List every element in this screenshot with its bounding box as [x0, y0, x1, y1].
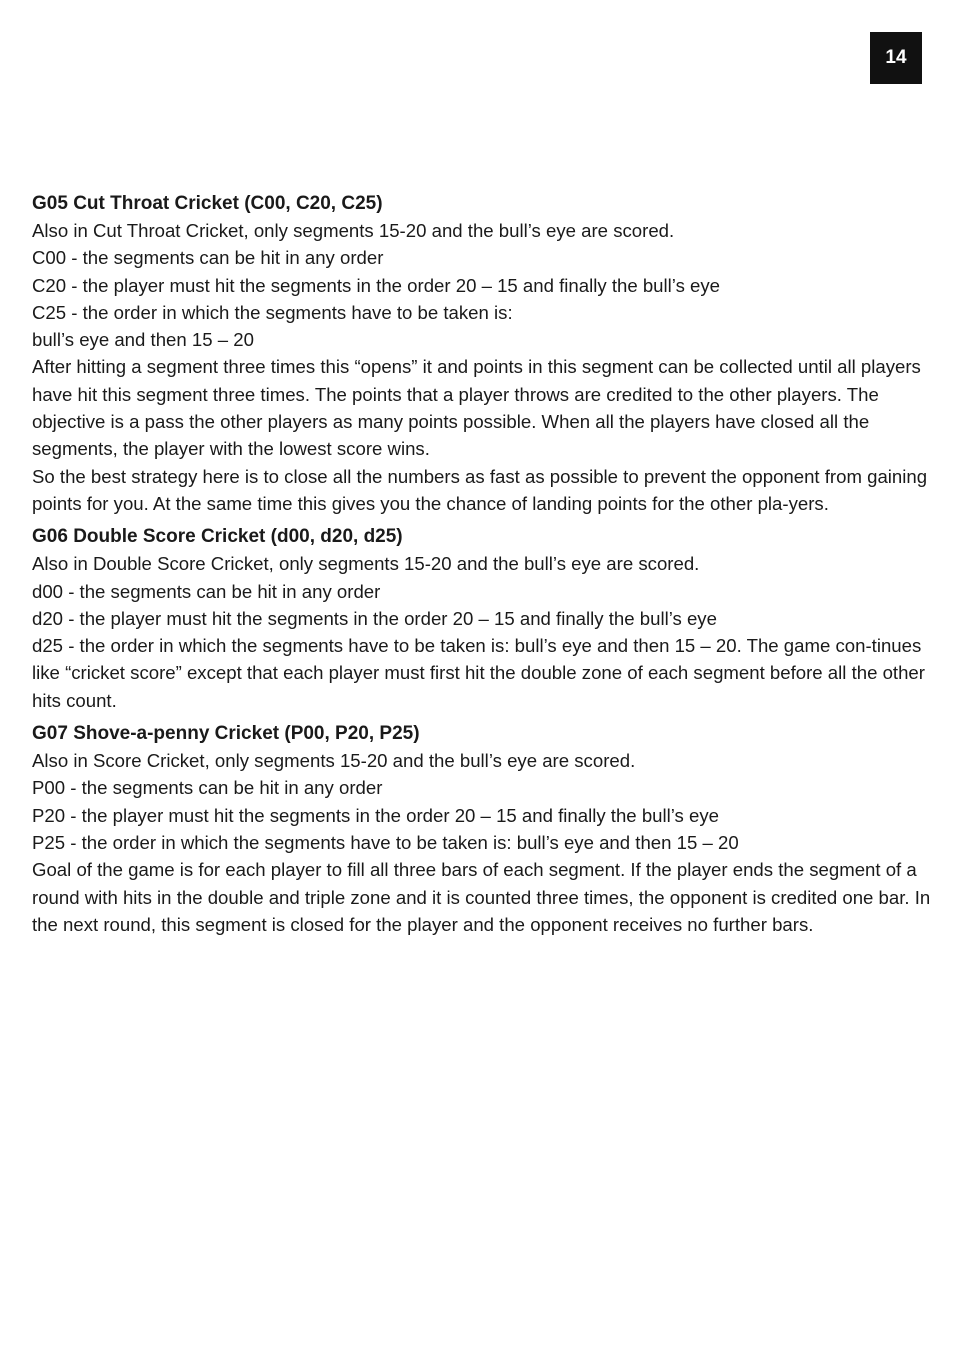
paragraph: P00 - the segments can be hit in any order [32, 777, 383, 799]
paragraph: C20 - the player must hit the segments in the order 20 – 15 and finally the bull’s eye [32, 274, 721, 296]
paragraph: d25 - the order in which the segments have to be taken is: bull’s eye and then 15 – 20. The game con-tinues like “cricket score” except that each player must first hit the double zone of each segment before all the other hits count. [32, 635, 925, 711]
section-heading: G05 Cut Throat Cricket (C00, C20, C25) [32, 193, 383, 214]
paragraph: Also in Cut Throat Cricket, only segments 15-20 and the bull’s eye are scored. [32, 220, 675, 241]
section-g06 [32, 523, 932, 714]
paragraph: d00 - the segments can be hit in any order [32, 580, 381, 602]
page-number: 14 [885, 47, 907, 68]
section-g05 [32, 190, 932, 517]
paragraph: C25 - the order in which the segments have to be taken is: [32, 301, 513, 323]
paragraph: Goal of the game is for each player to fill all three bars of each segment. If the player ends the segment of a round with hits in the double and triple zone and it is counted three times, the opponent is credited one bar. In the next round, this segment is closed for the player and the opponent receives no further bars. [32, 859, 931, 935]
section-heading: G06 Double Score Cricket (d00, d20, d25) [32, 526, 403, 548]
paragraph: P25 - the order in which the segments have to be taken is: bull’s eye and then 15 – 20 [32, 831, 739, 853]
section-g07 [32, 720, 932, 938]
paragraph: After hitting a segment three times this “opens” it and points in this segment can be collected until all players have hit this segment three times. The points that a player throws are credited to the other players. The objective is a pass the other players as many points possible. When all the players have closed all the segments, the player with the lowest score wins. [32, 356, 921, 460]
paragraph: Also in Score Cricket, only segments 15-20 and the bull’s eye are scored. [32, 750, 636, 772]
document-body [32, 190, 932, 944]
page-number-badge [870, 32, 922, 84]
paragraph: bull’s eye and then 15 – 20 [32, 329, 254, 351]
paragraph: P20 - the player must hit the segments in the order 20 – 15 and finally the bull’s eye [32, 804, 719, 826]
section-heading: G07 Shove-a-penny Cricket (P00, P20, P25) [32, 723, 420, 745]
paragraph: Also in Double Score Cricket, only segments 15-20 and the bull’s eye are scored. [32, 553, 700, 575]
paragraph: So the best strategy here is to close all the numbers as fast as possible to prevent the opponent from gaining points for you. At the same time this gives you the chance of landing points for the other pla-yers. [32, 465, 928, 514]
paragraph: C00 - the segments can be hit in any order [32, 247, 384, 269]
paragraph: d20 - the player must hit the segments in the order 20 – 15 and finally the bull’s eye [32, 607, 717, 629]
